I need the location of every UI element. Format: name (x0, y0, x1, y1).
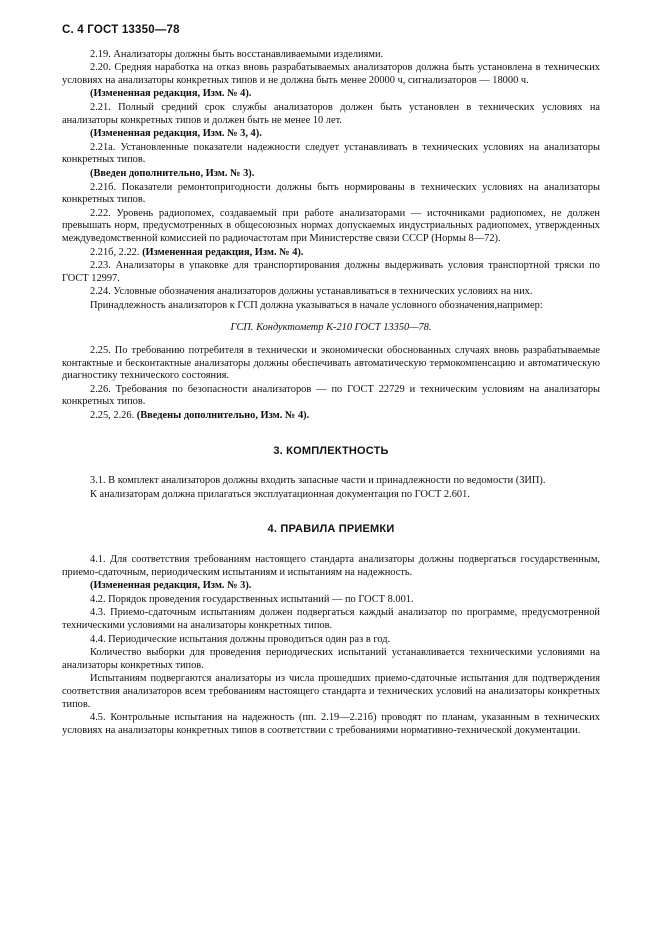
amendment-note: (Введены дополнительно, Изм. № 4). (136, 410, 310, 422)
paragraph-2-25: 2.25. По требованию потребителя в технически и экономически обоснованных случаях вновь разрабатываемые контактные и бесконтактные анализаторы должны обеспечивать автоматическую термокомпенсацию и автоматическую диагностику технического состояния. (62, 345, 600, 382)
paragraph-2-26: 2.26. Требования по безопасности анализаторов — по ГОСТ 22729 и техническим условиям на анализаторы конкретных типов. (62, 383, 600, 408)
page-header: С. 4 ГОСТ 13350—78 (62, 24, 180, 36)
paragraph-documentation: К анализаторам должна прилагаться эксплуатационная документация по ГОСТ 2.601. (90, 488, 470, 500)
paragraph-4-2: 4.2. Порядок проведения государственных испытаний — по ГОСТ 8.001. (90, 593, 414, 605)
designation-example: ГСП. Кондуктометр К-210 ГОСТ 13350—78. (230, 322, 432, 334)
paragraph-2-21a: 2.21а. Установленные показатели надежности следует устанавливать в технических условиях на анализаторы конкретных типов. (62, 141, 600, 166)
paragraph-2-21: 2.21. Полный средний срок службы анализаторов должен быть установлен в технических условиях на анализаторы конкретных типов и должен быть не менее 10 лет. (62, 101, 600, 126)
amendment-note: (Введен дополнительно, Изм. № 3). (90, 167, 255, 179)
paragraph-4-1: 4.1. Для соответствия требованиям настоящего стандарта анализаторы должны подвергаться государственным, приемо-сдаточным, периодическим испытаниям и испытаниям на надежность. (62, 554, 600, 578)
amendment-line (62, 410, 600, 423)
paragraph-2-24: 2.24. Условные обозначения анализаторов должны устанавливаться в технических условиях на них. (90, 286, 533, 298)
paragraph-sample-size: Количество выборки для проведения периодических испытаний устанавливается техническими условиями на анализаторы конкретных типов. (62, 647, 600, 671)
paragraph-tests: Испытаниям подвергаются анализаторы из числа прошедших приемо-сдаточные испытания для подтверждения соответствия анализаторов всем требованиям настоящего стандарта и технических условий на анализаторы конкретных типов. (62, 673, 600, 710)
paragraph-2-23: 2.23. Анализаторы в упаковке для транспортирования должны выдерживать условия транспортной тряски по ГОСТ 12997. (62, 260, 600, 284)
paragraph-2-19: 2.19. Анализаторы должны быть восстанавливаемыми изделиями. (90, 48, 384, 60)
paragraph-2-21b: 2.21б. Показатели ремонтопригодности должны быть нормированы в технических условиях на анализаторы конкретных типов. (62, 181, 600, 206)
section-title-4: 4. ПРАВИЛА ПРИЕМКИ (267, 523, 395, 536)
paragraph-4-5: 4.5. Контрольные испытания на надежность (пп. 2.19—2.21б) проводят по планам, указанным в технических условиях на анализаторы конкретных типов в соответствии с требованиями нормативно-технической документации. (62, 712, 600, 736)
amendment-note: (Измененная редакция, Изм. № 3, 4). (90, 128, 262, 140)
paragraph-4-4: 4.4. Периодические испытания должны проводиться один раз в год. (90, 633, 391, 645)
paragraph-4-3: 4.3. Приемо-сдаточным испытаниям должен подвергаться каждый анализатор по программе, предусмотренной техническими условиями на анализаторы конкретных типов. (62, 607, 600, 631)
amendment-prefix: 2.25, 2.26. (90, 410, 135, 422)
paragraph-gsp-belonging: Принадлежность анализаторов к ГСП должна указываться в начале условного обозначения,например: (90, 299, 543, 311)
paragraph-3-1: 3.1. В комплект анализаторов должны входить запасные части и принадлежности по ведомости (ЗИП). (90, 475, 546, 487)
amendment-note: (Измененная редакция, Изм. № 3). (90, 580, 252, 592)
amendment-note: (Измененная редакция, Изм. № 4). (90, 88, 252, 100)
paragraph-2-22: 2.22. Уровень радиопомех, создаваемый при работе анализаторами — источниками радиопомех, не должен превышать норм, предусмотренных в общесоюзных нормах допускаемых индустриальных радиопомех, утвержденных междуведомственной комиссией по радиочастотам при Министерстве связи СССР (Нормы 8—72). (62, 207, 600, 244)
amendment-note: (Измененная редакция, Изм. № 4). (142, 246, 304, 258)
amendment-prefix: 2.21б, 2.22. (90, 246, 140, 258)
paragraph-2-20: 2.20. Средняя наработка на отказ вновь разрабатываемых анализаторов должна быть установлена в технических условиях на анализаторы конкретных типов и не должна быть менее 20000 ч, сигнализаторов — 18000 ч. (62, 62, 600, 86)
section-title-3: 3. КОМПЛЕКТНОСТЬ (273, 444, 389, 457)
amendment-line (62, 247, 600, 260)
document-page (62, 24, 600, 738)
